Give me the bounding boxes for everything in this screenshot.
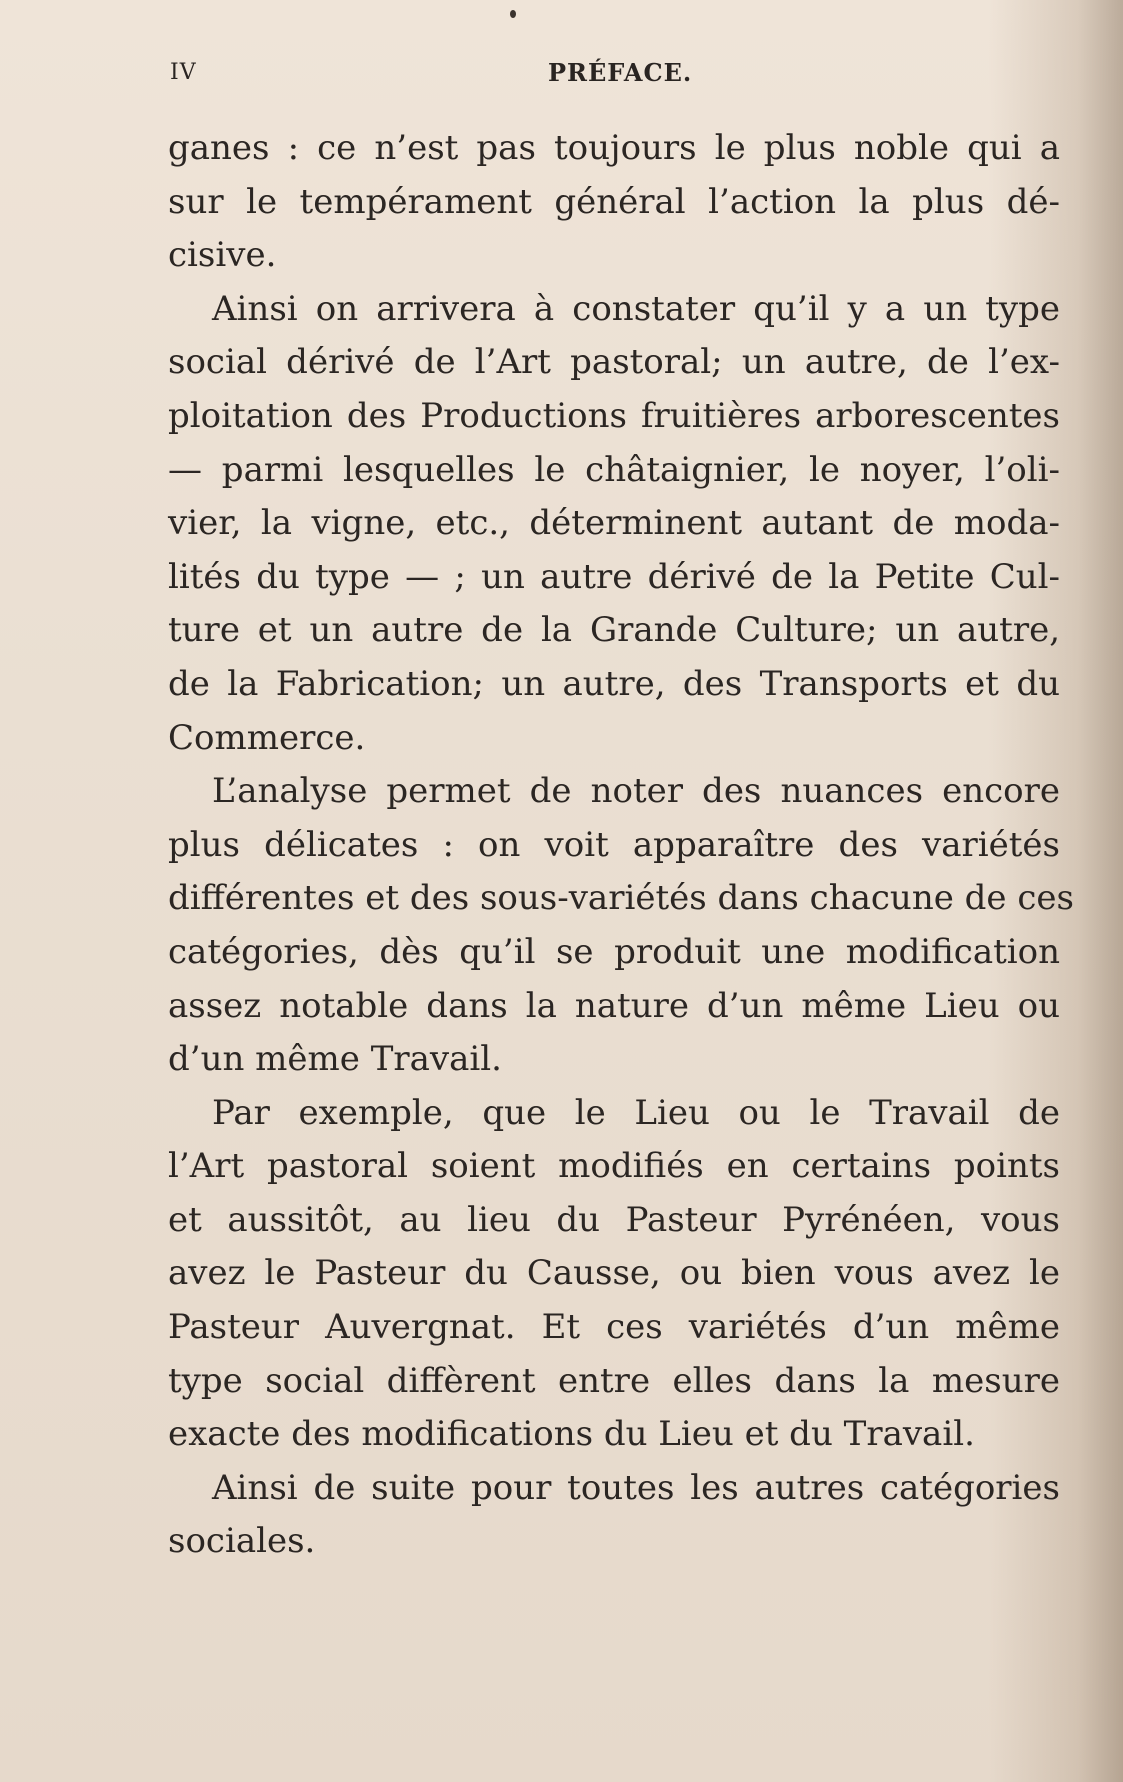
body-text (168, 122, 1074, 1569)
text-line: sociales. (168, 1521, 316, 1562)
text-line: sur le tempérament général l’action la plus dé- (168, 181, 1060, 222)
text-line: type social diffèrent entre elles dans la mesure (168, 1360, 1060, 1401)
text-line: ganes : ce n’est pas toujours le plus noble qui a (168, 128, 1060, 168)
text-line: de la Fabrication; un autre, des Transports et du (168, 663, 1060, 704)
paragraph-first-line: Par exemple, que le Lieu ou le Travail de (212, 1092, 1060, 1133)
paragraph-first-line: Ainsi on arrivera à constater qu’il y a un type (212, 288, 1060, 329)
text-line: — parmi lesquelles le châtaignier, le noyer, l’oli- (168, 449, 1060, 490)
paragraph-first-line: L’analyse permet de noter des nuances encore (212, 771, 1060, 812)
text-line: ploitation des Productions fruitières arborescentes (168, 395, 1060, 436)
print-mark (510, 10, 516, 18)
text-line: Commerce. (168, 717, 366, 758)
text-line: différentes et des sous-variétés dans chacune de ces (168, 878, 1074, 919)
text-line: ture et un autre de la Grande Culture; un autre, (168, 610, 1060, 651)
text-line: catégories, dès qu’il se produit une modification (168, 931, 1060, 972)
text-line: lités du type — ; un autre dérivé de la Petite Cul- (168, 556, 1060, 597)
text-line: d’un même Travail. (168, 1039, 502, 1080)
text-line: assez notable dans la nature d’un même Lieu ou (168, 985, 1060, 1026)
text-line: Pasteur Auvergnat. Et ces variétés d’un même (168, 1307, 1060, 1348)
page-header (170, 58, 1050, 98)
running-title: PRÉFACE. (548, 58, 693, 87)
text-line: exacte des modifications du Lieu et du Travail. (168, 1414, 975, 1455)
text-line: vier, la vigne, etc., déterminent autant de moda- (168, 503, 1060, 544)
text-line: social dérivé de l’Art pastoral; un autre, de l’ex- (168, 342, 1060, 383)
paragraph-first-line: Ainsi de suite pour toutes les autres catégories (212, 1467, 1060, 1508)
text-line: et aussitôt, au lieu du Pasteur Pyrénéen, vous (168, 1199, 1060, 1240)
text-line: plus délicates : on voit apparaître des variétés (168, 824, 1060, 865)
text-line: cisive. (168, 235, 277, 276)
page-number: IV (170, 60, 197, 85)
text-line: avez le Pasteur du Causse, ou bien vous avez le (168, 1253, 1060, 1294)
text-line: l’Art pastoral soient modifiés en certains points (168, 1146, 1060, 1187)
